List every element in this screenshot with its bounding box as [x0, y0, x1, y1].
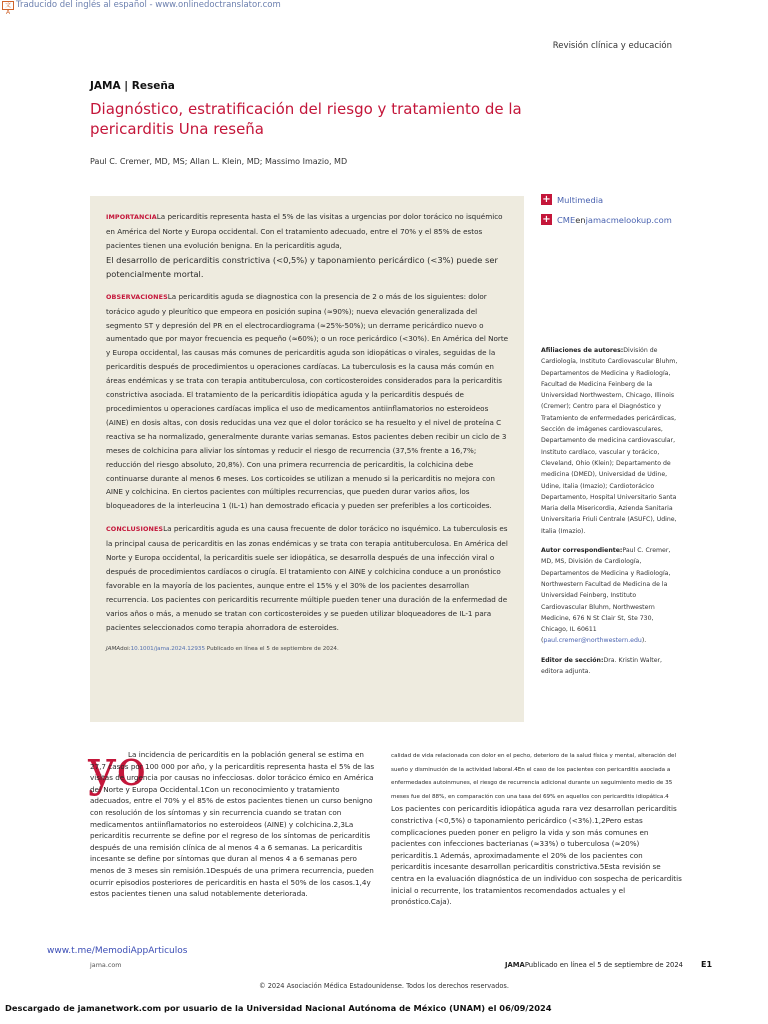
footer-published-date: Publicado en línea el 5 de septiembre de 2024 — [524, 961, 684, 969]
section-editor — [541, 655, 681, 678]
observations-text: La pericarditis aguda se diagnostica con la presencia de 2 o más de los siguientes: dolor torácico agudo y pleurítico que empeora en posición supina (≈90%); nueva elevación generalizada del segmento ST y depresión del PR en el electrocardiograma (≈25%-50%); un derrame pericárdico nuevo o aumentado que por mayor frecuencia es pequeño (≈60%); o un roce pericárdico (<30%). En América del Norte y Europa occidental, las causas más comunes de pericarditis aguda son idiopáticas o virales, seguidas de la pericarditis después de procedimientos u operaciones cardíacas. La tuberculosis es la causa más común en áreas endémicas y se trata con terapia antituberculosa, con corticosteroides considerados para la pericarditis constrictiva asociada. El tratamiento de la pericarditis idiopática aguda y la pericarditis después de procedimientos u operaciones cardíacas implica el uso de medicamentos antiinflamatorios no esteroideos (AINE) en dosis altas, con dosis reducidas una vez que el dolor torácico se ha resuelto y el nivel de proteína C reactiva se ha normalizado, generalmente durante varias semanas. Estos pacientes deben recibir un ciclo de 3 meses de colchicina para aliviar los síntomas y reducir el riesgo de recurrencia (37,5% frente a 16,7%; reducción del riesgo absoluto, 20,8%). Con una primera recurrencia de pericarditis, la colchicina debe continuarse durante al menos 6 meses. Los corticoides se utilizan a menudo si la pericarditis no mejora con AINE y colchicina. En ciertos pacientes con múltiples recurrencias, que pueden durar varios años, los bloqueadores de la interleucina 1 (IL-1) han demostrado eficacia y pueden ser preferibles a los corticoides. — [106, 291, 509, 511]
citation-journal: JAMA — [106, 646, 121, 653]
affiliations — [541, 345, 681, 537]
multimedia-link[interactable] — [541, 194, 603, 205]
cme-link[interactable] — [541, 214, 672, 225]
citation-doi-label: doi: — [120, 646, 131, 653]
importance-text-2: El desarrollo de pericarditis constrictiva (<0,5%) y taponamiento pericárdico (<3%) puede ser potencialmente mortal. — [106, 254, 498, 279]
cme-prefix[interactable]: CME — [557, 214, 576, 225]
conclusions-text: La pericarditis aguda es una causa frecuente de dolor torácico no isquémico. La tuberculosis es la principal causa de pericarditis en las zonas endémicas y se trata con terapia antituberculosa. En América del Norte y Europa occidental, la pericarditis suele ser idiopática, se desarrolla después de una infección viral o después de procedimientos cardíacos o cirugía. El tratamiento con AINE y colchicina conduce a un pronóstico favorable en la mayoría de los pacientes, aunque entre el 15% y el 30% de los pacientes desarrollan recurrencia. Los pacientes con pericarditis recurrente múltiple pueden tener una duración de la enfermedad de varios años o más, a menudo se tratan con corticosteroides y se pueden utilizar bloqueadores de IL-1 para pacientes seleccionados como terapia ahorradora de esteroides. — [106, 524, 508, 632]
abstract-observations — [106, 290, 510, 514]
affiliations-label: Afiliaciones de autores: — [541, 347, 624, 354]
corresponding-email-link[interactable]: paul.cremer@northwestern.edu — [543, 637, 642, 645]
importance-keyword: IMPORTANCIA — [106, 213, 157, 221]
drop-cap: yo — [88, 739, 147, 797]
journal-line: JAMA | Reseña — [90, 80, 175, 92]
citation-doi-link[interactable]: 10.1001/jama.2024.12935 — [130, 646, 206, 653]
footer-published — [505, 961, 683, 969]
footer-site[interactable]: jama.com — [90, 961, 122, 969]
body-column-1 — [90, 749, 380, 900]
corresponding-end: ). — [641, 637, 647, 645]
footer-journal: JAMA — [505, 961, 525, 969]
translator-banner-text[interactable]: Traducido del inglés al español - www.onlinedoctranslator.com — [16, 0, 281, 10]
section-label: Revisión clínica y educación — [552, 41, 672, 51]
plus-icon: + — [542, 214, 551, 225]
page-title: Diagnóstico, estratificación del riesgo y tratamiento de la pericarditis Una reseña — [90, 100, 522, 138]
cme-mid: en — [575, 214, 586, 225]
copyright: © 2024 Asociación Médica Estadounidense. Todos los derechos reservados. — [259, 982, 509, 990]
conclusions-keyword: CONCLUSIONES — [106, 525, 164, 534]
corresponding-text: Paul C. Cremer, MD, MS, División de Cardiología, Departamentos de Medicina y Radiología, Northwestern Facultad de Medicina de la Universidad Feinberg, Instituto Cardiovascular Bluhm, Northwestern Medicine, 676 N St Clair St, Ste 730, Chicago, IL 60611 ( — [541, 547, 671, 645]
abstract-importance — [106, 210, 510, 253]
abstract-citation — [106, 644, 510, 655]
editor-text: Dra. Kristin Walter, editora adjunta. — [541, 656, 663, 676]
affiliations-text: División de Cardiología, Instituto Cardiovascular Bluhm, Departamentos de Medicina y Radiología, Facultad de Medicina Feinberg de la Universidad Northwestern, Chicago, Illinois (Cremer); Centro para el Diagnóstico y Tratamiento de enfermedades pericárdicas, Sección de imágenes cardiovasculares, Departamento de medicina cardiovascular, Instituto cardíaco, vascular y torácico, Cleveland, Ohio (Klein); Departamento de medicina (DMED), Universidad de Udine, Udine, Italia (Imazio); Cardiotorácico Departamento, Hospital Universitario Santa Maria della Misericordia, Azienda Sanitaria Universitaria Friuli Centrale (ASUFC), Udine, Italia (Imazio). — [541, 347, 678, 535]
author-list: Paul C. Cremer, MD, MS; Allan L. Klein, MD; Massimo Imazio, MD — [90, 157, 348, 166]
translate-icon: 文A — [2, 1, 14, 10]
importance-text: La pericarditis representa hasta el 5% de las visitas a urgencias por dolor torácico no isquémico en América del Norte y Europa occidental. Con el tratamiento adecuado, entre el 70% y el 85% de estos pacientes tienen una evolución benigna. En la pericarditis aguda, — [106, 212, 503, 250]
sidebar-notes — [541, 345, 681, 677]
abstract-conclusions — [106, 522, 510, 634]
abstract-box — [90, 196, 524, 722]
body-column-2-small-text: calidad de vida relacionada con dolor en el pecho, deterioro de la salud física y mental, alteración del sueño y disminución de la actividad laboral.4En el caso de los pacientes con pericarditis asociada a enfermedades autoinmunes, el riesgo de recurrencia adicional durante un seguimiento medio de 35 meses fue del 88%, en comparación con una tasa del 69% en aquellos con pericarditis idiopática.4 — [391, 753, 677, 800]
observations-keyword: OBSERVACIONES — [106, 292, 168, 301]
plus-icon: + — [542, 194, 551, 205]
multimedia-link-label[interactable]: Multimedia — [557, 194, 604, 205]
cme-site[interactable]: jamacmelookup.com — [585, 214, 672, 225]
telegram-link[interactable]: www.t.me/MemodiAppArticulos — [47, 946, 188, 956]
citation-date: Publicado en línea el 5 de septiembre de 2024. — [205, 646, 339, 653]
body-column-2 — [391, 749, 683, 908]
body-column-2-text: Los pacientes con pericarditis idiopática aguda rara vez desarrollan pericarditis constrictiva (<0,5%) o taponamiento pericárdico (<3%).1,2Pero estas complicaciones pueden poner en peligro la vida y son más comunes en pacientes con infecciones bacterianas (≈33%) o tuberculosa (≈20%) pericarditis.1 Además, aproximadamente el 20% de los pacientes con pericarditis incesante desarrollan pericarditis constrictiva.5Esta revisión se centra en la evaluación diagnóstica de un individuo con sospecha de pericarditis inicial o recurrente, los tratamientos recomendados actuales y el pronóstico.Caja). — [391, 804, 682, 907]
corresponding-label: Autor correspondiente: — [541, 547, 623, 555]
cme-link-label[interactable] — [557, 215, 672, 225]
page-number: E1 — [701, 960, 713, 969]
translator-banner[interactable] — [2, 0, 281, 16]
download-notice: Descargado de jamanetwork.com por usuario de la Universidad Nacional Autónoma de México (UNAM) el 06/09/2024 — [5, 1003, 552, 1013]
corresponding-author — [541, 545, 681, 647]
editor-label: Editor de sección: — [541, 656, 604, 664]
body-column-1-text: La incidencia de pericarditis en la población general se estima en 27,7 casos por 100 000 por año, y la pericarditis representa hasta el 5% de las visitas de urgencia por causas no infecciosas. dolor torácico émico en América del Norte y Europa Occidental.1Con un reconocimiento y tratamiento adecuados, entre el 70% y el 85% de estos pacientes tienen un curso benigno con resolución de los síntomas y sin recurrencia cuando se tratan con medicamentos antiinflamatorios no esteroideos (AINE) y colchicina.2,3La pericarditis recurrente se define por el regreso de los síntomas de pericarditis después de una remisión clínica de al menos 4 a 6 semanas. La pericarditis incesante se define por síntomas que duran al menos 4 a 6 semanas pero menos de 3 meses sin remisión.1Después de una primera recurrencia, pueden ocurrir episodios posteriores de pericarditis en hasta el 50% de los casos.1,4y estos pacientes tienen una salud notablemente deteriorada. — [90, 750, 375, 899]
